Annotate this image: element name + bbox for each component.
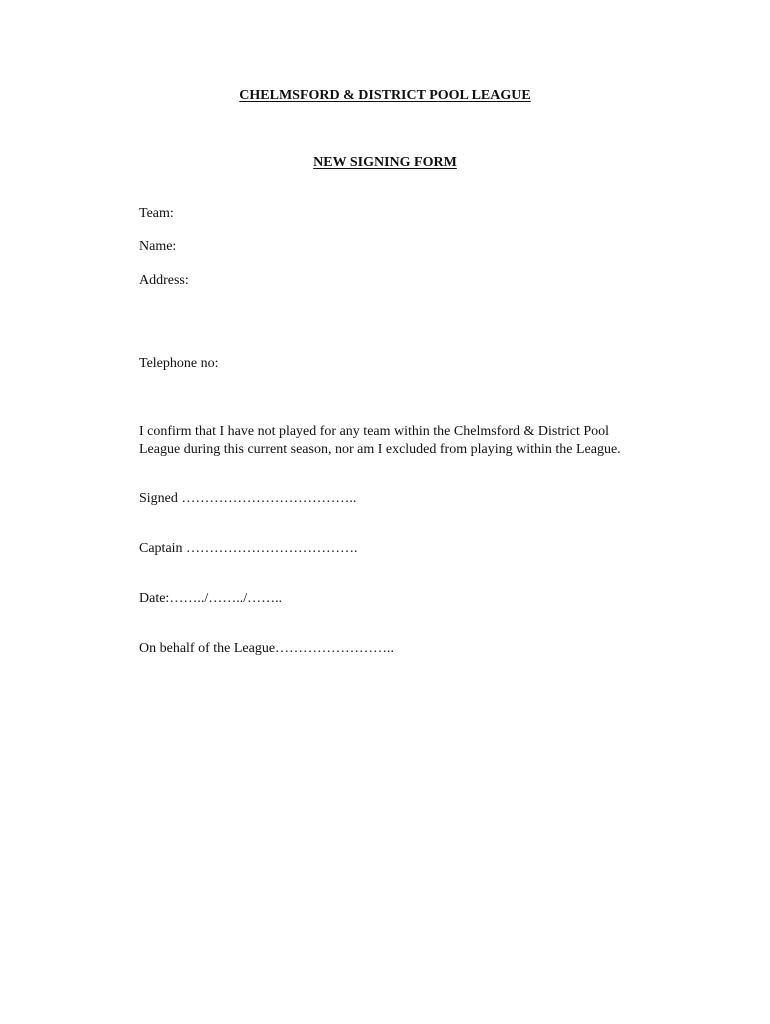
team-label: Team: [139, 206, 174, 221]
telephone-label: Telephone no: [139, 356, 219, 371]
name-label: Name: [139, 239, 177, 254]
signed-line: Signed ……………………………….. [139, 491, 357, 506]
league-title: CHELMSFORD & DISTRICT POOL LEAGUE [239, 88, 531, 103]
address-label: Address: [139, 273, 189, 288]
declaration-line-2: League during this current season, nor am I excluded from playing within the League. [139, 442, 621, 457]
date-line: Date:……../……../…….. [139, 591, 283, 606]
form-title: NEW SIGNING FORM [313, 155, 457, 170]
on-behalf-line: On behalf of the League…………………….. [139, 641, 395, 656]
declaration-line-1: I confirm that I have not played for any team within the Chelmsford & District Pool [139, 424, 610, 439]
declaration-text [139, 423, 639, 459]
captain-line: Captain ………………………………. [139, 541, 358, 556]
